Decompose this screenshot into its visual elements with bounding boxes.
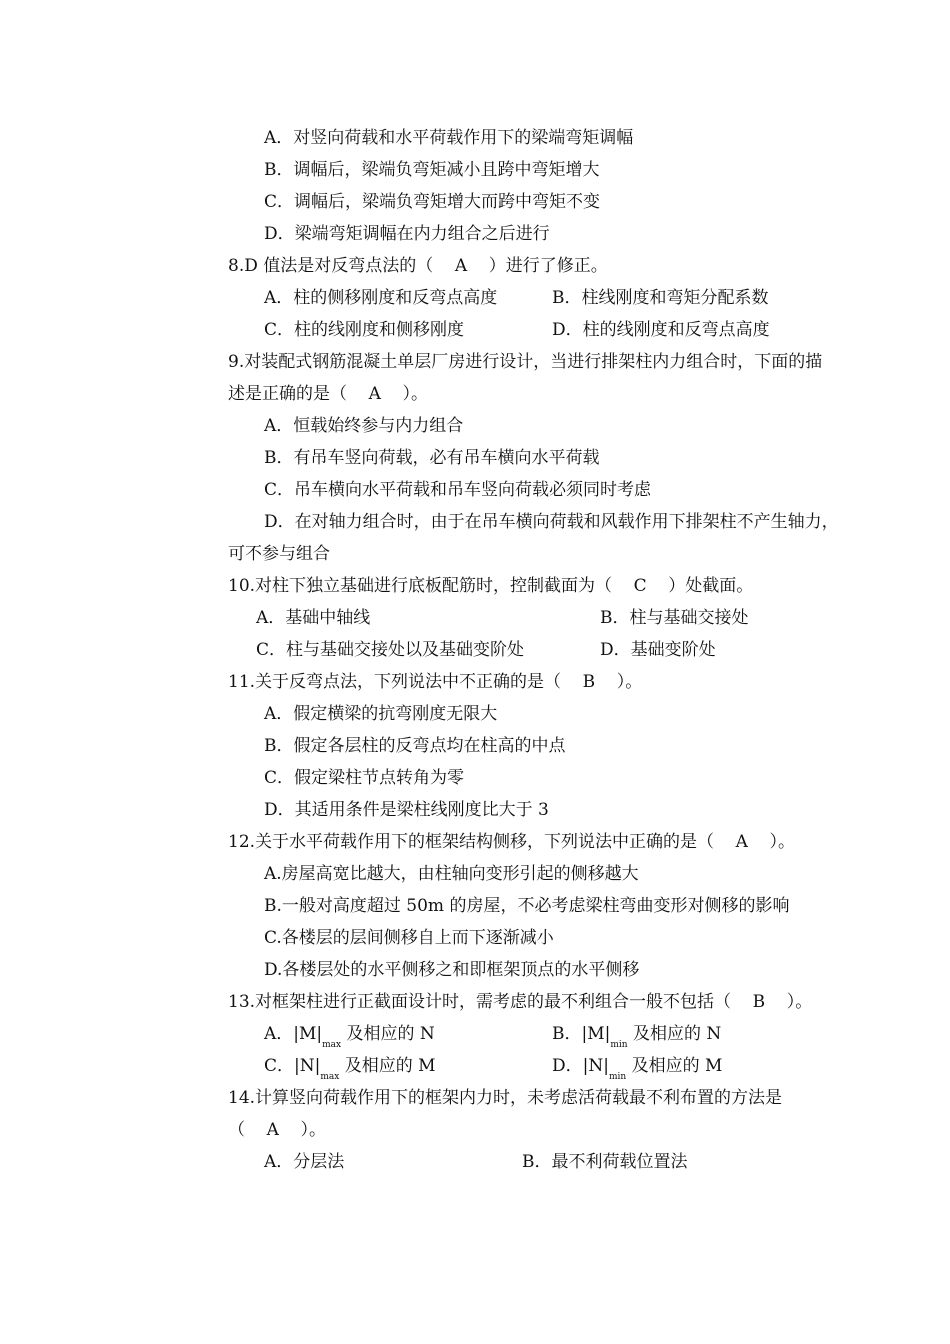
q8-option-a: A．柱的侧移刚度和反弯点高度 [264, 288, 498, 308]
q9-option-d-line1: D．在对轴力组合时，由于在吊车横向荷载和风载作用下排架柱不产生轴力， [264, 512, 839, 532]
q12-option-a: A.房屋高宽比越大，由柱轴向变形引起的侧移越大 [264, 864, 639, 884]
q7-option-a: A．对竖向荷载和水平荷载作用下的梁端弯矩调幅 [264, 128, 634, 148]
q8-option-b: B．柱线刚度和弯矩分配系数 [552, 288, 769, 308]
q13-d-subscript: min [608, 1072, 627, 1082]
q13-c-tail: 及相应的 M [339, 1056, 436, 1076]
q13-c-main: C．|N| [264, 1056, 321, 1076]
q9-option-b: B．有吊车竖向荷载，必有吊车横向水平荷载 [264, 448, 600, 468]
q9-option-c: C．吊车横向水平荷载和吊车竖向荷载必须同时考虑 [264, 480, 652, 500]
q14-option-b: B．最不利荷载位置法 [522, 1152, 688, 1172]
q13-a-tail: 及相应的 N [341, 1024, 435, 1044]
q9-option-d-line2: 可不参与组合 [228, 544, 330, 564]
q12-option-d: D.各楼层处的水平侧移之和即框架顶点的水平侧移 [264, 960, 640, 980]
q9-option-a: A．恒载始终参与内力组合 [264, 416, 464, 436]
q9-stem-line2: 述是正确的是（ A ）。 [228, 384, 429, 404]
q7-option-d: D．梁端弯矩调幅在内力组合之后进行 [264, 224, 550, 244]
q13-option-a [264, 1023, 435, 1056]
q8-option-c: C．柱的线刚度和侧移刚度 [264, 320, 465, 340]
q10-option-b: B．柱与基础交接处 [600, 608, 749, 628]
q8-stem: 8.D 值法是对反弯点法的（ A ）进行了修正。 [228, 256, 608, 276]
q13-d-tail: 及相应的 M [626, 1056, 723, 1076]
q9-stem-line1: 9.对装配式钢筋混凝土单层厂房进行设计，当进行排架柱内力组合时，下面的描 [228, 352, 823, 372]
q13-c-subscript: max [320, 1072, 340, 1082]
q11-option-a: A．假定横梁的抗弯刚度无限大 [264, 704, 498, 724]
q13-option-b [552, 1023, 721, 1056]
q13-b-tail: 及相应的 N [627, 1024, 722, 1044]
q14-stem-line1: 14.计算竖向荷载作用下的框架内力时，未考虑活荷载最不利布置的方法是 [228, 1088, 783, 1108]
q7-option-b: B．调幅后，梁端负弯矩减小且跨中弯矩增大 [264, 160, 600, 180]
q8-option-d: D．柱的线刚度和反弯点高度 [552, 320, 770, 340]
q11-option-c: C．假定梁柱节点转角为零 [264, 768, 465, 788]
q12-option-b: B.一般对高度超过 50m 的房屋，不必考虑梁柱弯曲变形对侧移的影响 [264, 896, 790, 916]
q10-option-a: A．基础中轴线 [256, 608, 371, 628]
q12-stem: 12.关于水平荷载作用下的框架结构侧移，下列说法中正确的是（ A ）。 [228, 832, 796, 852]
q11-stem: 11.关于反弯点法，下列说法中不正确的是（ B ）。 [228, 672, 643, 692]
q12-option-c: C.各楼层的层间侧移自上而下逐渐减小 [264, 928, 554, 948]
q10-option-d: D．基础变阶处 [600, 640, 716, 660]
q11-option-b: B．假定各层柱的反弯点均在柱高的中点 [264, 736, 566, 756]
q14-stem-line2: （ A ）。 [228, 1120, 327, 1140]
q13-option-d [552, 1055, 722, 1088]
q13-b-main: B．|M| [552, 1024, 611, 1044]
q11-option-d: D．其适用条件是梁柱线刚度比大于 3 [264, 800, 549, 820]
q13-stem: 13.对框架柱进行正截面设计时，需考虑的最不利组合一般不包括（ B ）。 [228, 992, 813, 1012]
q10-stem: 10.对柱下独立基础进行底板配筋时，控制截面为（ C ）处截面。 [228, 576, 754, 596]
q13-a-subscript: max [322, 1040, 342, 1050]
q14-option-a: A．分层法 [264, 1152, 345, 1172]
q13-b-subscript: min [610, 1040, 628, 1050]
q7-option-c: C．调幅后，梁端负弯矩增大而跨中弯矩不变 [264, 192, 601, 212]
q13-a-main: A．|M| [264, 1024, 323, 1044]
q10-option-c: C．柱与基础交接处以及基础变阶处 [256, 640, 525, 660]
q13-d-main: D．|N| [552, 1056, 609, 1076]
q13-option-c [264, 1055, 436, 1088]
